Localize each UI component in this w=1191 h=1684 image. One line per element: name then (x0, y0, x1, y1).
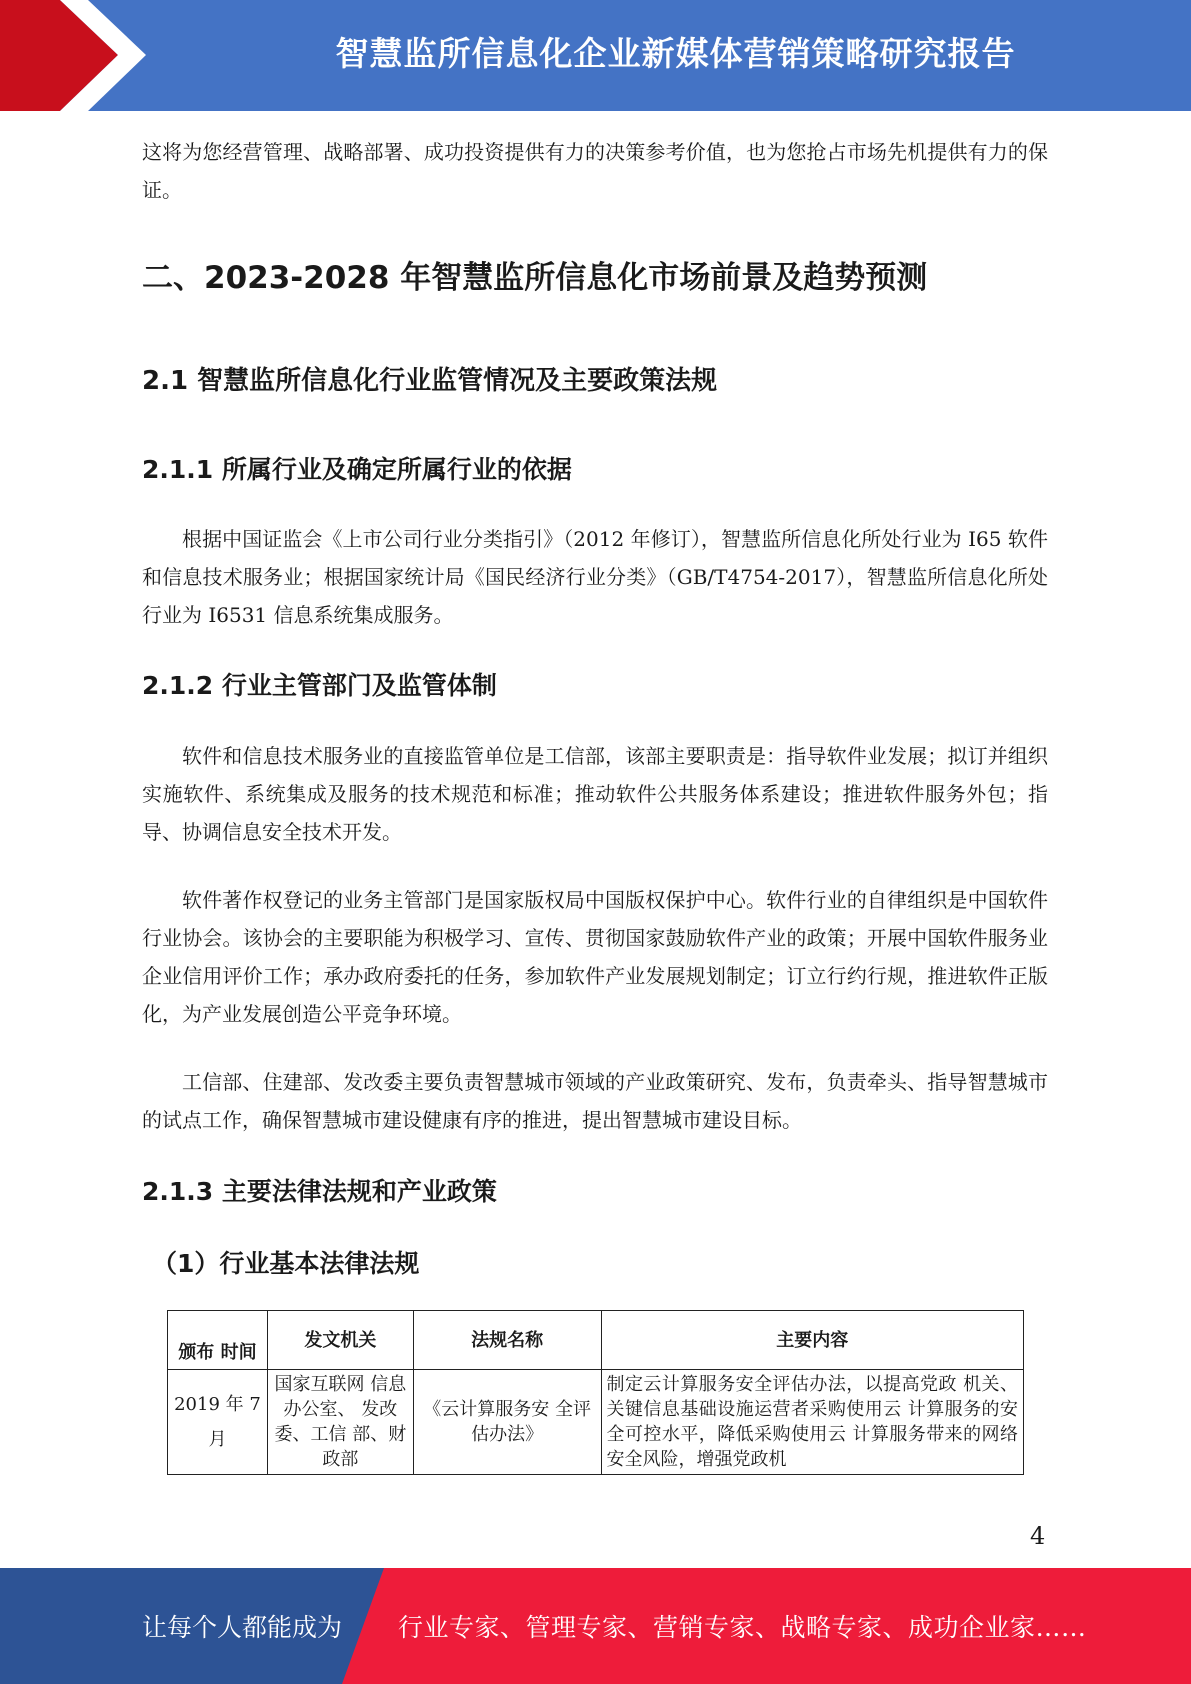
table-header-content: 主要内容 (601, 1311, 1023, 1370)
regulator-paragraph-3: 工信部、住建部、发改委主要负责智慧城市领域的产业政策研究、发布，负责牵头、指导智慧城市的试点工作，确保智慧城市建设健康有序的推进，提出智慧城市建设目标。 (142, 1070, 1048, 1132)
table-cell-issuer: 国家互联网 信息办公室、 发改委、工信 部、财政部 (267, 1370, 413, 1475)
page-footer (0, 1568, 1191, 1684)
subsection-2-1-heading: 2.1 智慧监所信息化行业监管情况及主要政策法规 (142, 366, 718, 396)
table-row (168, 1370, 1024, 1475)
regulator-paragraph-2: 软件著作权登记的业务主管部门是国家版权局中国版权保护中心。软件行业的自律组织是中国软件行业协会。该协会的主要职能为积极学习、宣传、贯彻国家鼓励软件产业的政策；开展中国软件服务业企业信用评价工作；承办政府委托的任务，参加软件产业发展规划制定；订立行约行规，推进软件正版化，为产业发展创造公平竞争环境。 (142, 888, 1048, 1026)
regulator-paragraph-1: 软件和信息技术服务业的直接监管单位是工信部，该部主要职责是：指导软件业发展；拟订并组织实施软件、系统集成及服务的技术规范和标准；推动软件公共服务体系建设；推进软件服务外包；指导、协调信息安全技术开发。 (142, 744, 1048, 844)
section-heading: 二、2023-2028 年智慧监所信息化市场前景及趋势预测 (142, 260, 928, 296)
page-number: 4 (1030, 1522, 1046, 1550)
table-header-date: 颁布 时间 (168, 1311, 268, 1370)
subsection-2-1-3-heading: 2.1.3 主要法律法规和产业政策 (142, 1177, 497, 1206)
page-header (0, 0, 1191, 111)
report-title: 智慧监所信息化企业新媒体营销策略研究报告 (335, 34, 1016, 73)
footer-slogan-right: 行业专家、管理专家、营销专家、战略专家、成功企业家…… (398, 1613, 1087, 1642)
laws-list-heading: （1）行业基本法律法规 (152, 1249, 420, 1278)
subsection-2-1-2-heading: 2.1.2 行业主管部门及监管体制 (142, 671, 497, 700)
subsection-2-1-1-heading: 2.1.1 所属行业及确定所属行业的依据 (142, 455, 572, 484)
table-cell-content: 制定云计算服务安全评估办法，以提高党政 机关、关键信息基础设施运营者采购使用云 计算服务的安全可控水平，降低采购使用云 计算服务带来的网络安全风险，增强党政机 (601, 1370, 1023, 1475)
intro-paragraph: 这将为您经营管理、战略部署、成功投资提供有力的决策参考价值，也为您抢占市场先机提供有力的保证。 (142, 140, 1048, 202)
table-cell-date: 2019 年 7月 (168, 1370, 268, 1475)
table-header-row (168, 1311, 1024, 1370)
table-cell-name: 《云计算服务安 全评估办法》 (413, 1370, 601, 1475)
table-header-issuer: 发文机关 (267, 1311, 413, 1370)
footer-slogan-left: 让每个人都能成为 (142, 1613, 343, 1642)
industry-classification-paragraph: 根据中国证监会《上市公司行业分类指引》（2012 年修订），智慧监所信息化所处行业为 I65 软件和信息技术服务业；根据国家统计局《国民经济行业分类》（GB/T4754-2017），智慧监所信息化所处行业为 I6531 信息系统集成服务。 (142, 527, 1048, 627)
laws-table (167, 1310, 1024, 1475)
table-header-name: 法规名称 (413, 1311, 601, 1370)
